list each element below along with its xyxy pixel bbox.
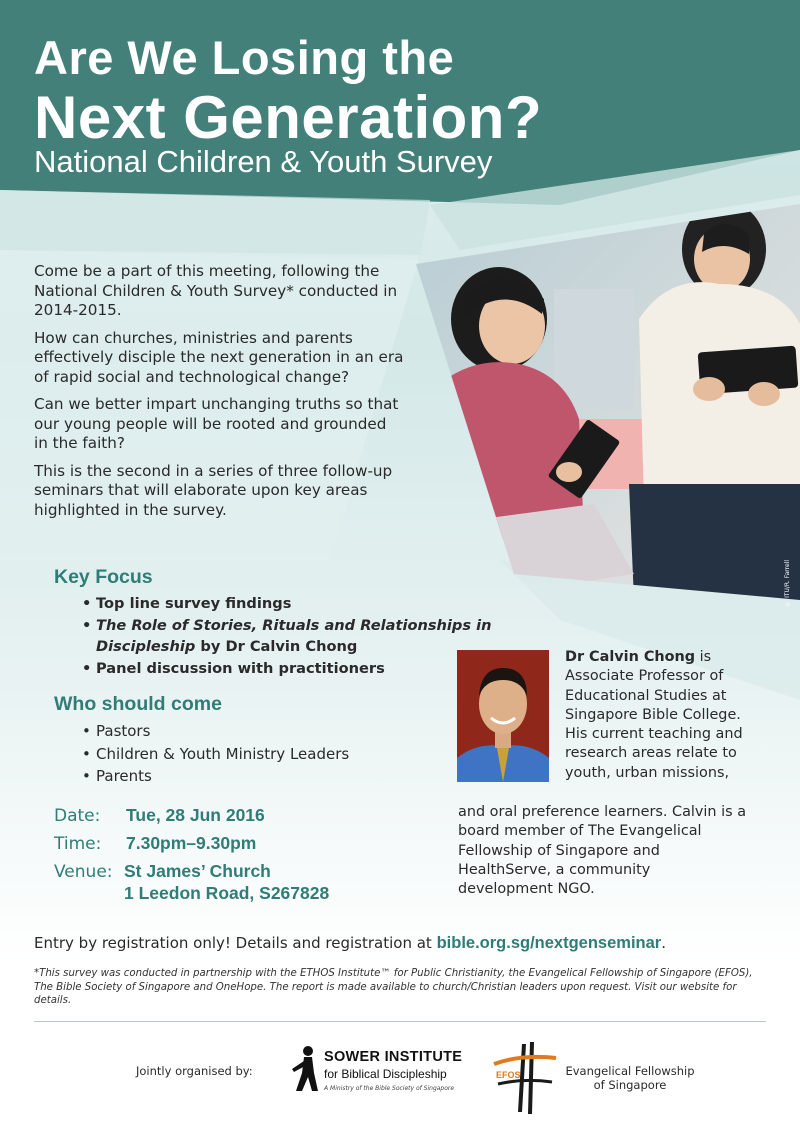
speaker-bio-part: is Associate Professor of Educational Studies at Singapore Bible College. His current teaching and research areas relate to youth, urban missions, <box>565 649 743 781</box>
registration-line <box>34 934 666 953</box>
venue-address: 1 Leedon Road, S267828 <box>124 883 330 903</box>
venue-label: Venue: <box>54 862 113 882</box>
title-line-1: Are We Losing the <box>34 31 455 84</box>
divider <box>34 1021 766 1022</box>
time-label: Time: <box>54 834 102 854</box>
title-line-2: Next Generation? <box>34 84 543 151</box>
subtitle: National Children & Youth Survey <box>34 144 493 179</box>
sower-institute-subtitle: for Biblical Discipleship <box>324 1067 447 1081</box>
photo-credit: © ITU/R. Farrell <box>784 560 791 607</box>
efos-name: Evangelical Fellowship of Singapore <box>565 1064 695 1092</box>
registration-link[interactable]: bible.org.sg/nextgenseminar <box>436 934 662 952</box>
venue-value: St James’ Church <box>124 861 271 881</box>
efos-logo <box>492 1040 558 1116</box>
intro-paragraph: This is the second in a series of three follow-up seminars that will elaborate upon key areas highlighted in the survey. <box>34 461 393 519</box>
sower-institute-ministry: A Ministry of the Bible Society of Singapore <box>324 1085 455 1092</box>
registration-text: Entry by registration only! Details and registration at <box>34 934 437 952</box>
session-speaker: by Dr Calvin Chong <box>195 638 358 655</box>
list-item <box>80 615 520 658</box>
intro-paragraph: Can we better impart unchanging truths so that our young people will be rooted and grounded in the faith? <box>34 395 399 452</box>
date-value: Tue, 28 Jun 2016 <box>126 805 265 825</box>
organisers-label: Jointly organised by: <box>136 1064 253 1078</box>
intro-paragraph: Come be a part of this meeting, following the National Children & Youth Survey* conducted in 2014-2015. <box>34 262 398 319</box>
sower-institute-name: SOWER INSTITUTE <box>324 1049 463 1065</box>
speaker-name: Dr Calvin Chong <box>565 649 696 665</box>
date-label: Date: <box>54 806 101 826</box>
list-item: • Top line survey findings <box>80 593 520 615</box>
session-title: The Role of Stories, Rituals and Relationships in Discipleship <box>96 616 492 655</box>
list-item: • Panel discussion with practitioners <box>80 658 520 680</box>
intro-text <box>34 262 404 528</box>
footnote: *This survey was conducted in partnership with the ETHOS Institute™ for Public Christianity, the Evangelical Fellowship of Singapore (EFOS), The Bible Society of Singapore and OneHope. The report is made available to church/Christian leaders upon request. Visit our website for details. <box>34 968 753 1006</box>
key-focus-heading: Key Focus <box>54 566 153 588</box>
key-focus-list <box>80 593 520 679</box>
speaker-portrait <box>457 650 549 782</box>
list-item: • Parents <box>80 765 349 788</box>
time-value: 7.30pm–9.30pm <box>126 833 257 853</box>
registration-period: . <box>661 934 666 952</box>
list-item: • Children & Youth Ministry Leaders <box>80 743 349 766</box>
children-tablet-photo <box>404 204 800 600</box>
who-should-come-heading: Who should come <box>54 693 222 715</box>
speaker-bio <box>565 648 745 783</box>
list-item: • Pastors <box>80 720 349 743</box>
audience-list <box>80 720 349 788</box>
sower-figure-icon <box>288 1045 322 1093</box>
intro-paragraph: How can churches, ministries and parents effectively disciple the next generation in an era of rapid social and technological change? <box>34 328 404 386</box>
efos-abbreviation: EFOS <box>496 1070 521 1080</box>
speaker-bio-continued: and oral preference learners. Calvin is a board member of The Evangelical Fellowship of Singapore and HealthServe, a community development NGO. <box>458 804 747 898</box>
